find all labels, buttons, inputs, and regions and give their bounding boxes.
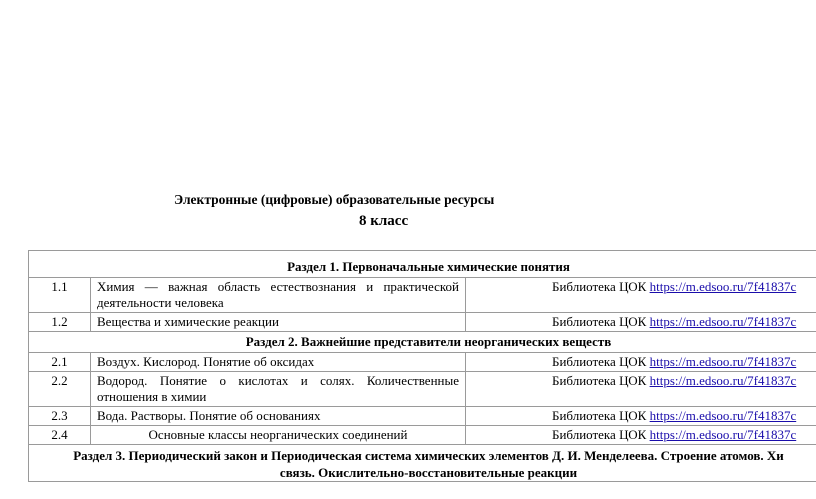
resource-link[interactable]: https://m.edsoo.ru/7f41837c <box>649 279 797 294</box>
table-row <box>29 372 816 407</box>
table-row <box>29 407 816 426</box>
section-header-1 <box>29 251 816 278</box>
resource-label: Библиотека ЦОК <box>552 373 650 388</box>
resource-label: Библиотека ЦОК <box>552 427 650 442</box>
resource-label: Библиотека ЦОК <box>552 408 650 423</box>
row-number: 1.2 <box>29 313 91 332</box>
section-header-2 <box>29 332 816 353</box>
row-number: 2.3 <box>29 407 91 426</box>
row-resource <box>466 278 816 313</box>
row-resource <box>466 407 816 426</box>
row-resource <box>466 313 816 332</box>
resource-link[interactable]: https://m.edsoo.ru/7f41837c <box>649 408 797 423</box>
row-topic: Основные классы неорганических соединений <box>91 426 466 445</box>
resource-label: Библиотека ЦОК <box>552 354 650 369</box>
row-topic: Водород. Понятие о кислотах и солях. Количественные отношения в химии <box>91 372 466 407</box>
row-number: 2.4 <box>29 426 91 445</box>
section-title-line-1: Раздел 3. Периодический закон и Периодическая система химических элементов Д. И. Менделеева. Строение атомов. Хи <box>73 448 784 463</box>
row-topic: Воздух. Кислород. Понятие об оксидах <box>91 353 466 372</box>
grade-heading: 8 класс <box>359 213 409 229</box>
row-topic: Химия — важная область естествознания и практической деятельности человека <box>91 278 466 313</box>
section-title-line-2: связь. Окислительно-восстановительные реакции <box>279 465 578 480</box>
section-title <box>29 445 816 482</box>
resource-link[interactable]: https://m.edsoo.ru/7f41837c <box>649 354 797 369</box>
document-title: Электронные (цифровые) образовательные ресурсы <box>174 192 495 207</box>
row-number: 1.1 <box>29 278 91 313</box>
row-number: 2.2 <box>29 372 91 407</box>
section-title: Раздел 1. Первоначальные химические понятия <box>29 251 816 278</box>
resource-link[interactable]: https://m.edsoo.ru/7f41837c <box>649 314 797 329</box>
section-header-3 <box>29 445 816 482</box>
resources-table <box>28 250 816 482</box>
table-row <box>29 278 816 313</box>
resource-link[interactable]: https://m.edsoo.ru/7f41837c <box>649 373 797 388</box>
row-resource <box>466 353 816 372</box>
section-title: Раздел 2. Важнейшие представители неорганических веществ <box>29 332 816 353</box>
row-topic: Вода. Растворы. Понятие об основаниях <box>91 407 466 426</box>
row-number: 2.1 <box>29 353 91 372</box>
table-row <box>29 313 816 332</box>
row-topic: Вещества и химические реакции <box>91 313 466 332</box>
resource-label: Библиотека ЦОК <box>552 279 650 294</box>
resource-label: Библиотека ЦОК <box>552 314 650 329</box>
table-row <box>29 426 816 445</box>
table-row <box>29 353 816 372</box>
row-resource <box>466 426 816 445</box>
resource-link[interactable]: https://m.edsoo.ru/7f41837c <box>649 427 797 442</box>
row-resource <box>466 372 816 407</box>
